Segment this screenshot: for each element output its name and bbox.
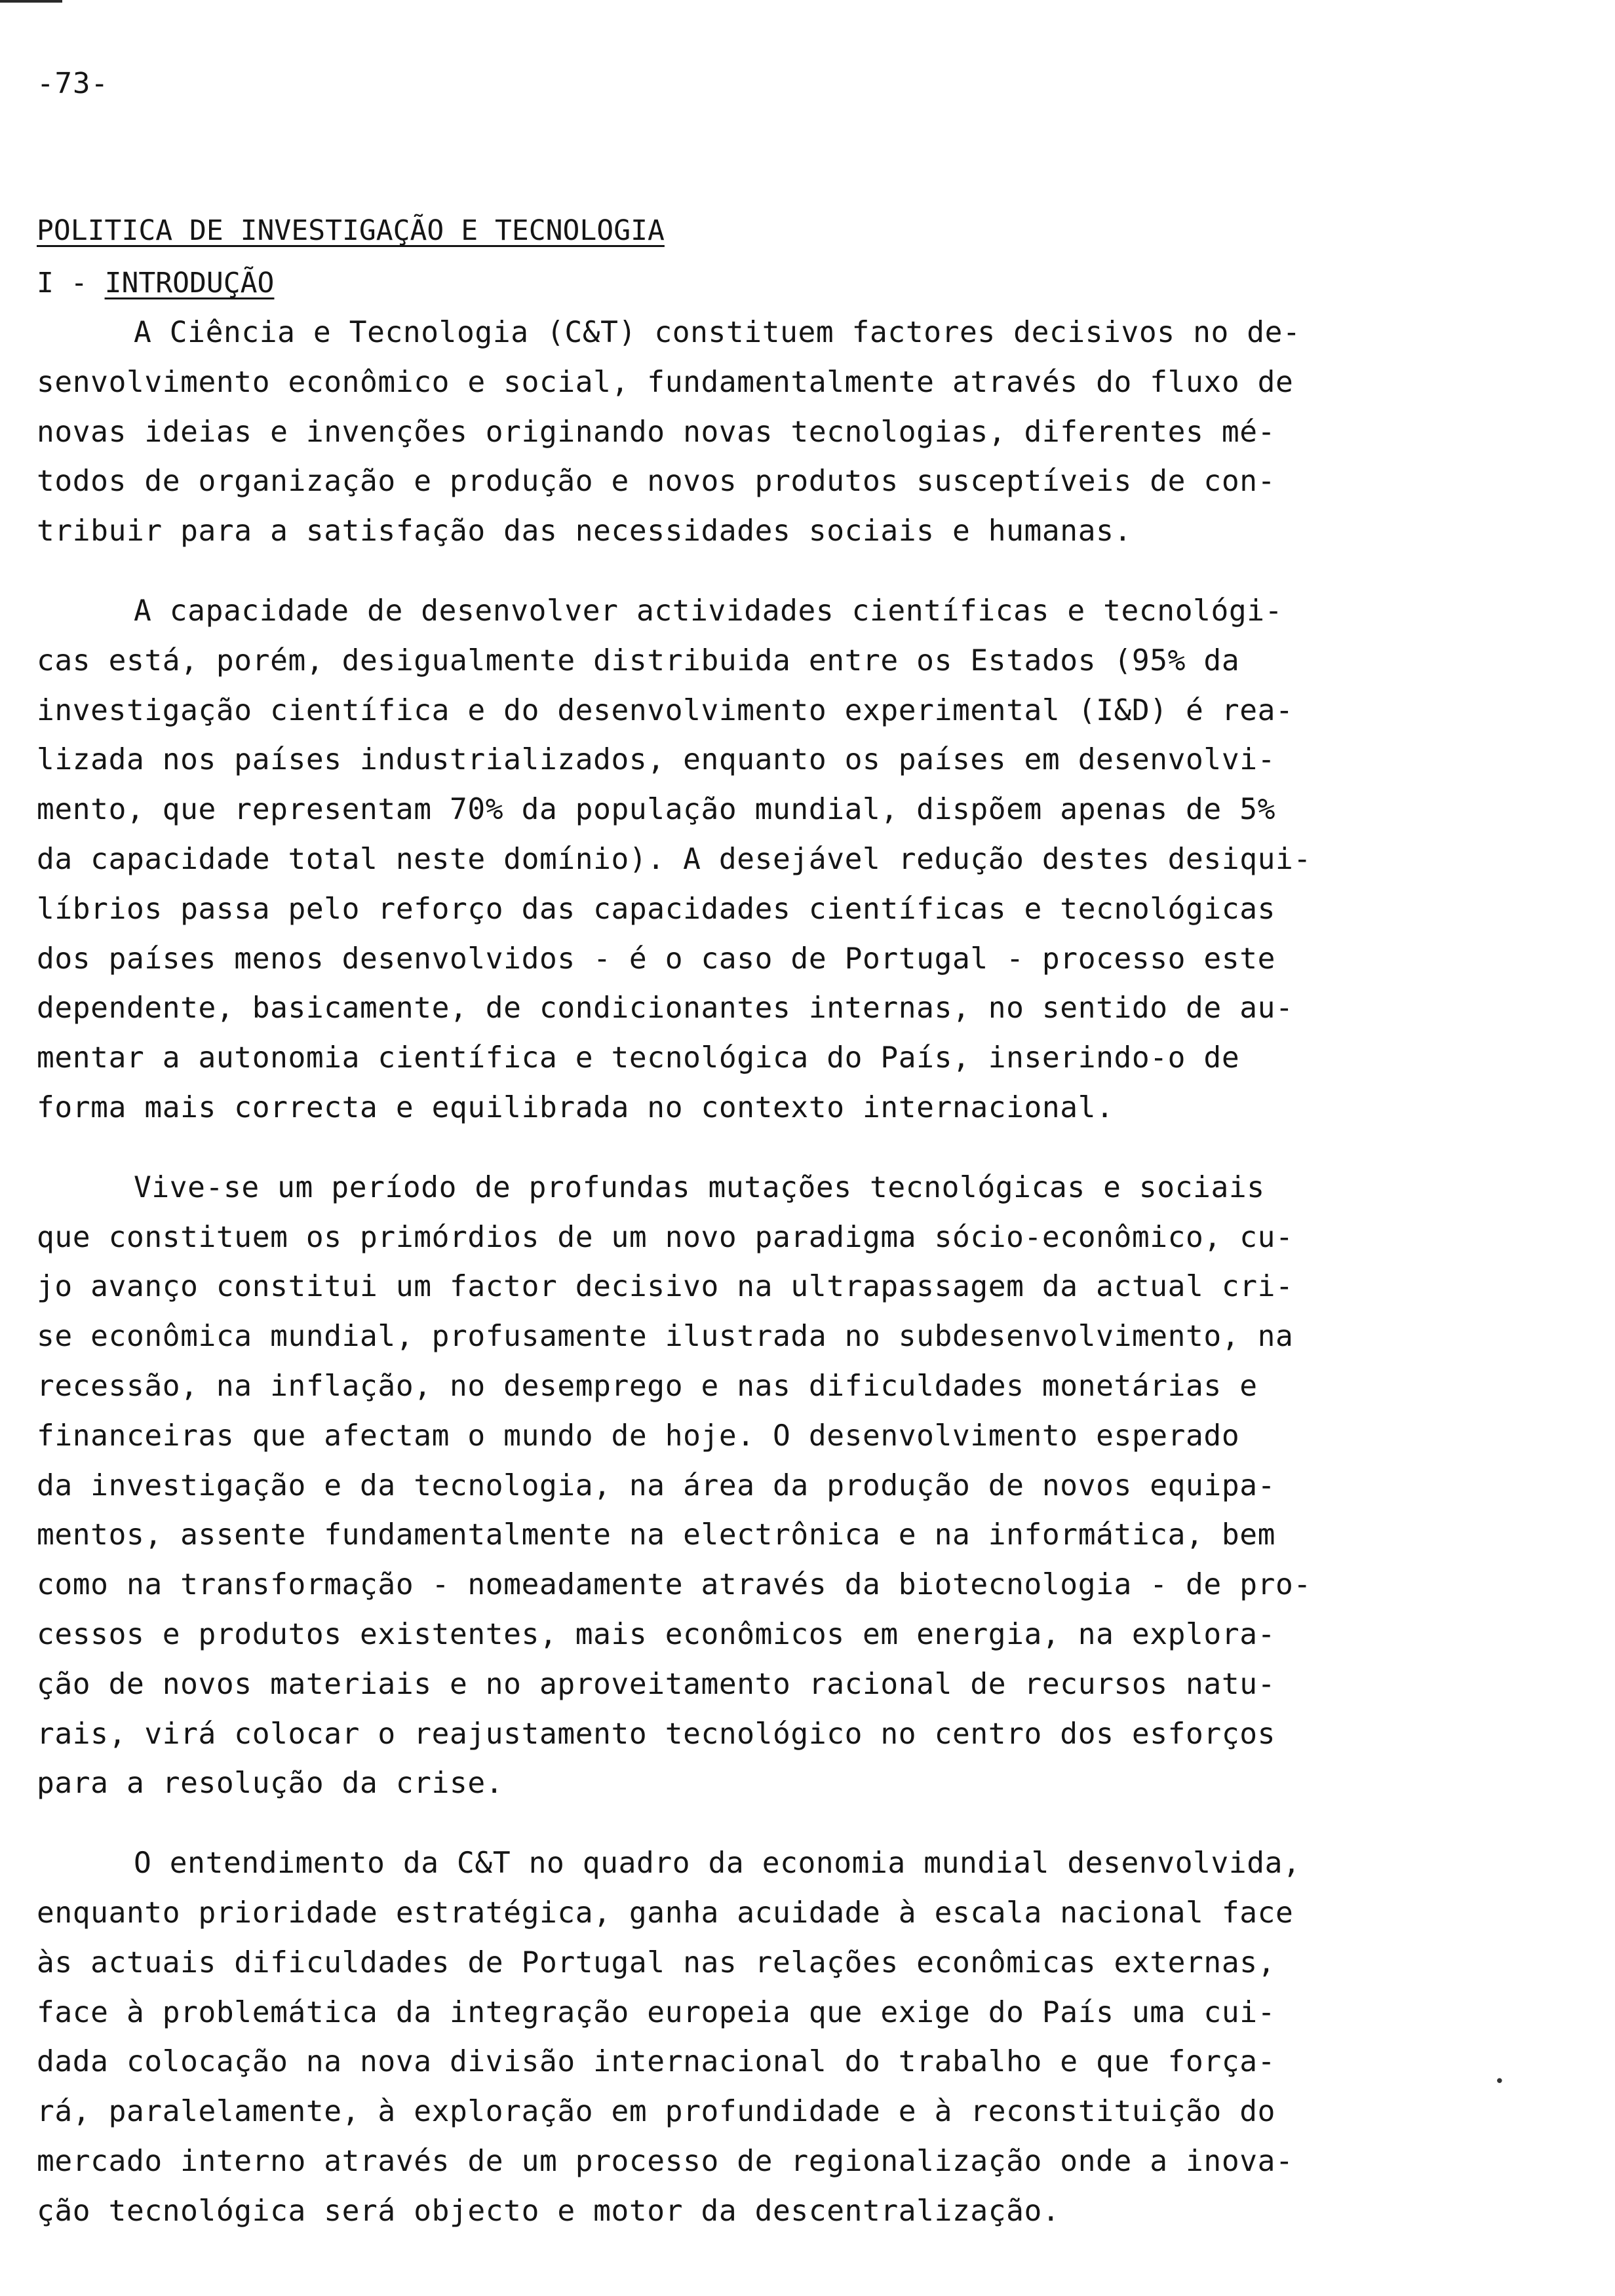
- text-line: O entendimento da C&T no quadro da economia mundial desenvolvida,: [134, 1846, 1301, 1881]
- section-number: I -: [37, 267, 88, 299]
- text-line: cessos e produtos existentes, mais econômicos em energia, na explora-: [37, 1617, 1275, 1651]
- text-line: enquanto prioridade estratégica, ganha acuidade à escala nacional face: [37, 1896, 1294, 1930]
- text-line: A Ciência e Tecnologia (C&T) constituem factores decisivos no de-: [134, 316, 1301, 349]
- text-line: às actuais dificuldades de Portugal nas relações econômicas externas,: [37, 1945, 1275, 1980]
- text-line: dada colocação na nova divisão internacional do trabalho e que força-: [37, 2045, 1275, 2079]
- paragraph: [37, 1163, 1426, 1808]
- scan-speck: •: [1494, 2072, 1505, 2092]
- text-line: mentos, assente fundamentalmente na electrônica e na informática, bem: [37, 1518, 1275, 1552]
- text-line: dependente, basicamente, de condicionantes internas, no sentido de au-: [37, 991, 1294, 1025]
- body-text: [37, 308, 1426, 2266]
- text-line: cas está, porém, desigualmente distribuida entre os Estados (95% da: [37, 643, 1240, 678]
- text-line: que constituem os primórdios de um novo paradigma sócio-econômico, cu-: [37, 1220, 1294, 1254]
- text-line: da investigação e da tecnologia, na área da produção de novos equipa-: [37, 1468, 1275, 1502]
- text-line: mento, que representam 70% da população mundial, dispõem apenas de 5%: [37, 793, 1275, 827]
- text-line: tribuir para a satisfação das necessidades sociais e humanas.: [37, 514, 1132, 548]
- text-line: todos de organização e produção e novos produtos susceptíveis de con-: [37, 465, 1275, 499]
- text-line: se econômica mundial, profusamente ilustrada no subdesenvolvimento, na: [37, 1320, 1294, 1354]
- text-line: investigação científica e do desenvolvimento experimental (I&D) é rea-: [37, 693, 1294, 727]
- text-line: jo avanço constitui um factor decisivo na ultrapassagem da actual cri-: [37, 1270, 1294, 1304]
- text-line: recessão, na inflação, no desemprego e nas dificuldades monetárias e: [37, 1369, 1258, 1403]
- text-line: líbrios passa pelo reforço das capacidades científicas e tecnológicas: [37, 892, 1275, 926]
- text-line: financeiras que afectam o mundo de hoje. O desenvolvimento esperado: [37, 1419, 1240, 1453]
- text-line: novas ideias e invenções originando novas tecnologias, diferentes mé-: [37, 415, 1275, 449]
- document-title: POLITICA DE INVESTIGAÇÃO E TECNOLOGIA: [37, 214, 665, 247]
- paragraph: [37, 586, 1426, 1133]
- text-line: face à problemática da integração europeia que exige do País uma cui-: [37, 1995, 1275, 2029]
- text-line: rá, paralelamente, à exploração em profundidade e à reconstituição do: [37, 2095, 1275, 2129]
- text-line: senvolvimento econômico e social, fundamentalmente através do fluxo de: [37, 365, 1294, 399]
- text-line: mentar a autonomia científica e tecnológica do País, inserindo-o de: [37, 1041, 1240, 1075]
- text-line: ção tecnológica será objecto e motor da descentralização.: [37, 2194, 1060, 2228]
- section-heading: [37, 267, 274, 299]
- text-line: mercado interno através de um processo de regionalização onde a inova-: [37, 2144, 1294, 2178]
- text-line: ção de novos materiais e no aproveitamento racional de recursos natu-: [37, 1667, 1275, 1701]
- text-line: Vive-se um período de profundas mutações tecnológicas e sociais: [134, 1170, 1265, 1204]
- corner-scan-mark: [0, 0, 62, 3]
- paragraph: [37, 1839, 1426, 2236]
- paragraph: [37, 308, 1426, 556]
- text-line: lizada nos países industrializados, enquanto os países em desenvolvi-: [37, 743, 1275, 777]
- text-line: para a resolução da crise.: [37, 1767, 504, 1801]
- page-number: -73-: [37, 67, 109, 100]
- text-line: dos países menos desenvolvidos - é o caso de Portugal - processo este: [37, 942, 1275, 976]
- text-line: forma mais correcta e equilibrada no contexto internacional.: [37, 1090, 1114, 1124]
- text-line: rais, virá colocar o reajustamento tecnológico no centro dos esforços: [37, 1717, 1275, 1751]
- section-title: INTRODUÇÃO: [104, 267, 275, 299]
- text-line: como na transformação - nomeadamente através da biotecnologia - de pro-: [37, 1568, 1312, 1602]
- text-line: da capacidade total neste domínio). A desejável redução destes desiqui-: [37, 842, 1312, 876]
- text-line: A capacidade de desenvolver actividades científicas e tecnológi-: [134, 594, 1283, 628]
